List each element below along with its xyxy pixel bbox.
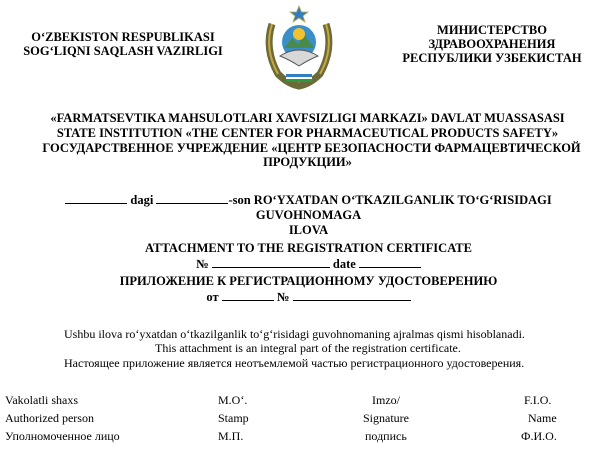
title-en: ATTACHMENT TO THE REGISTRATION CERTIFICATE [145,241,472,255]
sig-col1-ru: Уполномоченное лицо [5,429,120,443]
sig-col3-ru: подпись [365,429,407,443]
title-uz-line1 [2,193,615,207]
sig-col1-uz: Vakolatli shaxs [5,393,78,407]
ministry-ru-line3: РЕСПУБЛИКИ УЗБЕКИСТАН [402,51,582,65]
title-ru-date-number [2,290,615,304]
sig-col2-uz: M.O‘. [218,393,248,407]
title-uz-dagi: dagi [130,193,154,207]
title-uz-ilova: ILOVA [288,223,329,237]
ministry-uz-line1: O‘ZBEKISTON RESPUBLIKASI [31,30,215,44]
title-ru-ot: от [206,290,219,304]
sig-col3-uz: Imzo/ [372,393,400,407]
en-date-blank [359,257,421,268]
ministry-ru-line1: МИНИСТЕРСТВО [437,23,547,37]
ru-date-blank [222,290,274,301]
institution-ru-line1: ГОСУДАРСТВЕННОЕ УЧРЕЖДЕНИЕ «ЦЕНТР БЕЗОПАСНОСТИ ФАРМАЦЕВТИЧЕСКОЙ [42,141,581,155]
ministry-name-uz [4,30,242,58]
note-ru: Настоящее приложение является неотъемлемой частью регистрационного удостоверения. [64,356,525,370]
title-ru-no: № [276,290,290,304]
sig-col4-en: Name [528,411,557,425]
ministry-uz-line2: SOG‘LIQNI SAQLASH VAZIRLIGI [23,44,223,58]
sig-col1-en: Authorized person [5,411,94,425]
emblem-graphic [258,4,340,90]
institution-uz: «FARMATSEVTIKA MAHSULOTLARI XAVFSIZLIGI MARKAZI» DAVLAT MUASSASASI [50,111,565,125]
title-uz-son: -son RO‘YXATDAN O‘TKAZILGANLIK TO‘G‘RISIDAGI [228,193,552,207]
date-blank [65,193,127,204]
title-ru: ПРИЛОЖЕНИЕ К РЕГИСТРАЦИОННОМУ УДОСТОВЕРЕНИЮ [119,274,498,288]
uzbekistan-state-emblem-icon [258,4,340,90]
note-en: This attachment is an integral part of the registration certificate. [155,341,461,355]
title-en-date: date [332,257,356,271]
number-blank [156,193,228,204]
institution-en: STATE INSTITUTION «THE CENTER FOR PHARMACEUTICAL PRODUCTS SAFETY» [56,126,559,140]
sig-col2-ru: М.П. [218,429,244,443]
ministry-ru-line2: ЗДРАВООХРАНЕНИЯ [428,37,556,51]
ministry-name-ru [382,23,602,65]
sig-col4-uz: F.I.O. [524,393,552,407]
title-en-no: № [196,257,209,271]
en-number-blank [212,257,330,268]
sig-col3-en: Signature [363,411,409,425]
sig-col4-ru: Ф.И.О. [521,429,557,443]
note-uz: Ushbu ilova ro‘yxatdan o‘tkazilganlik to‘g‘risidagi guvohnomaning ajralmas qismi hisoblanadi. [64,327,525,341]
title-uz-line2: GUVOHNOMAGA [255,208,362,222]
title-en-number-date [2,257,615,271]
sig-col2-en: Stamp [218,411,249,425]
institution-ru-line2: ПРОДУКЦИИ» [263,155,352,169]
ru-number-blank [293,290,411,301]
